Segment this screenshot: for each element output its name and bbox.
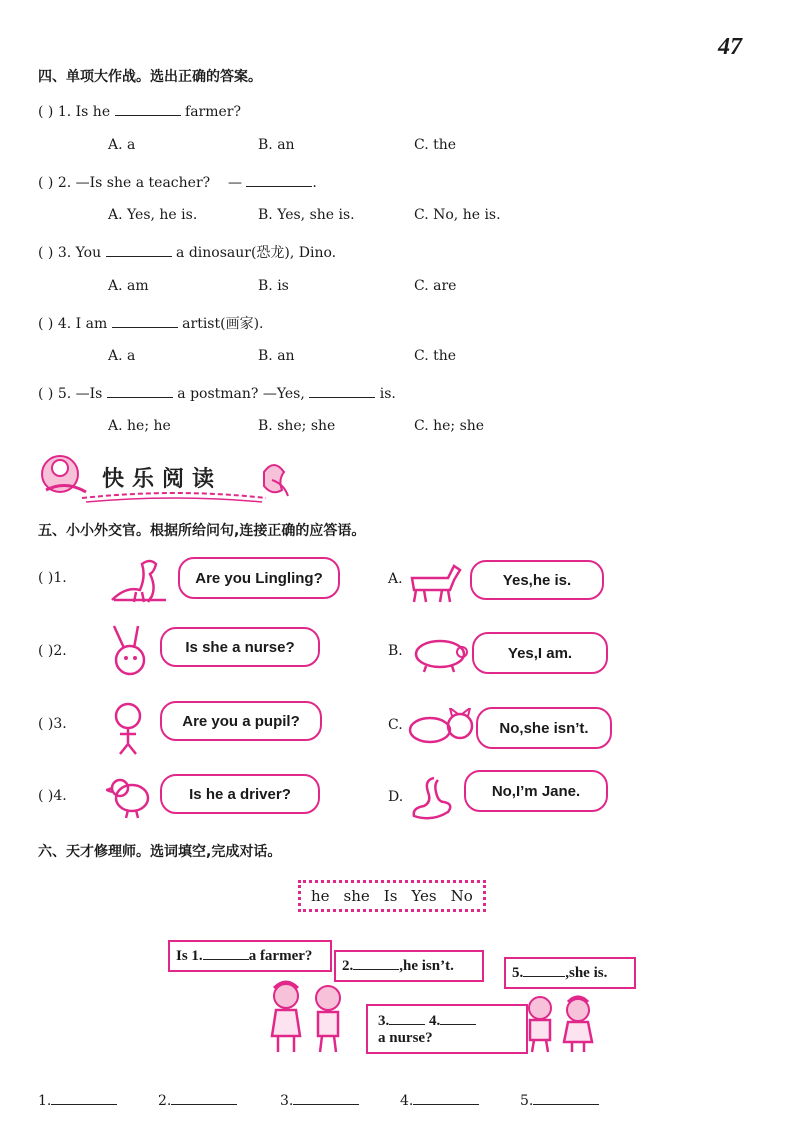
fill-blank[interactable] <box>440 1010 476 1025</box>
answer-paren[interactable]: ( ) <box>38 386 54 402</box>
dinosaur-icon <box>106 556 172 606</box>
answer-2: 2. <box>158 1090 237 1109</box>
dialog-bubble-2: 2. ,he isn’t. <box>334 950 484 982</box>
answer-5: 5. <box>520 1090 599 1109</box>
option-b[interactable]: B. an <box>258 137 295 153</box>
section5-title: 五、小小外交官。根据所给问句,连接正确的应答语。 <box>38 523 366 539</box>
match-label-4[interactable]: ( )4. <box>38 788 67 804</box>
answer-paren[interactable]: ( ) <box>38 104 54 120</box>
section4-title: 四、单项大作战。选出正确的答案。 <box>38 69 262 85</box>
answer-blank[interactable] <box>171 1090 237 1105</box>
match-label-3[interactable]: ( )3. <box>38 716 67 732</box>
answer-blank[interactable] <box>533 1090 599 1105</box>
fill-blank[interactable] <box>523 962 565 977</box>
answer-3: 3. <box>280 1090 359 1109</box>
option-a[interactable]: A. a <box>108 348 136 364</box>
bubble-q3: Are you a pupil? <box>160 701 322 741</box>
goat-icon <box>404 556 466 606</box>
question-1: ( ) 1. Is he farmer? <box>38 101 241 120</box>
word-no: No <box>450 887 473 905</box>
cat-icon <box>404 708 476 748</box>
word-she: she <box>343 887 370 905</box>
fill-blank[interactable] <box>112 313 178 328</box>
banner-title: 快乐阅读 <box>102 467 223 492</box>
fill-blank[interactable] <box>115 101 181 116</box>
pig-icon <box>410 634 472 674</box>
question-5: ( ) 5. —Is a postman? —Yes, is. <box>38 383 396 402</box>
option-c[interactable]: C. No, he is. <box>414 207 501 223</box>
answer-4: 4. <box>400 1090 479 1109</box>
bubble-c: No,she isn’t. <box>476 707 612 749</box>
question-2: ( ) 2. —Is she a teacher? — . <box>38 172 317 191</box>
question-3: ( ) 3. You a dinosaur(恐龙), Dino. <box>38 242 336 262</box>
answer-1: 1. <box>38 1090 117 1109</box>
answer-blank[interactable] <box>413 1090 479 1105</box>
children-pair-right-icon <box>518 994 604 1054</box>
dialog-bubble-5: 5. ,she is. <box>504 957 636 989</box>
word-is: Is <box>383 887 398 905</box>
fill-blank[interactable] <box>246 172 312 187</box>
chick-icon <box>106 772 156 820</box>
children-pair-left-icon <box>266 980 356 1054</box>
question-4: ( ) 4. I am artist(画家). <box>38 313 263 333</box>
monkey-icon <box>108 700 152 756</box>
dialog-bubble-3-4: 3. 4. a nurse? <box>366 1004 528 1054</box>
option-a[interactable]: A. he; he <box>108 418 171 434</box>
option-b[interactable]: B. is <box>258 278 289 294</box>
bubble-a: Yes,he is. <box>470 560 604 600</box>
fill-blank[interactable] <box>106 242 172 257</box>
page-number: 47 <box>718 34 742 60</box>
match-label-2[interactable]: ( )2. <box>38 643 67 659</box>
answer-paren[interactable]: ( ) <box>38 245 54 261</box>
section-banner <box>36 450 296 506</box>
section6-title: 六、天才修理师。选词填空,完成对话。 <box>38 844 282 860</box>
option-a[interactable]: A. Yes, he is. <box>108 207 198 223</box>
option-a[interactable]: A. a <box>108 137 136 153</box>
option-a[interactable]: A. am <box>108 278 149 294</box>
dialog-bubble-1: Is 1. a farmer? <box>168 940 332 972</box>
option-c[interactable]: C. the <box>414 137 457 153</box>
answer-paren[interactable]: ( ) <box>38 316 54 332</box>
option-b[interactable]: B. Yes, she is. <box>258 207 355 223</box>
match-label-b[interactable]: B. <box>388 643 403 659</box>
match-label-a[interactable]: A. <box>388 571 403 587</box>
option-b[interactable]: B. she; she <box>258 418 336 434</box>
fill-blank[interactable] <box>389 1010 425 1025</box>
word-bank <box>298 880 486 912</box>
fill-blank[interactable] <box>309 383 375 398</box>
answer-paren[interactable]: ( ) <box>38 175 54 191</box>
bubble-b: Yes,I am. <box>472 632 608 674</box>
word-he: he <box>311 887 330 905</box>
fill-blank[interactable] <box>203 945 249 960</box>
bubble-q1: Are you Lingling? <box>178 557 340 599</box>
bubble-q4: Is he a driver? <box>160 774 320 814</box>
option-c[interactable]: C. the <box>414 348 457 364</box>
bubble-d: No,I’m Jane. <box>464 770 608 812</box>
option-c[interactable]: C. he; she <box>414 418 485 434</box>
match-label-1[interactable]: ( )1. <box>38 570 67 586</box>
match-label-d[interactable]: D. <box>388 789 404 805</box>
answer-blank[interactable] <box>293 1090 359 1105</box>
fill-blank[interactable] <box>107 383 173 398</box>
option-c[interactable]: C. are <box>414 278 457 294</box>
rabbit-icon <box>106 622 156 678</box>
fill-blank[interactable] <box>353 955 399 970</box>
option-b[interactable]: B. an <box>258 348 295 364</box>
match-label-c[interactable]: C. <box>388 717 403 733</box>
bubble-q2: Is she a nurse? <box>160 627 320 667</box>
answer-blank[interactable] <box>51 1090 117 1105</box>
word-yes: Yes <box>411 887 437 905</box>
swan-icon <box>404 772 458 822</box>
